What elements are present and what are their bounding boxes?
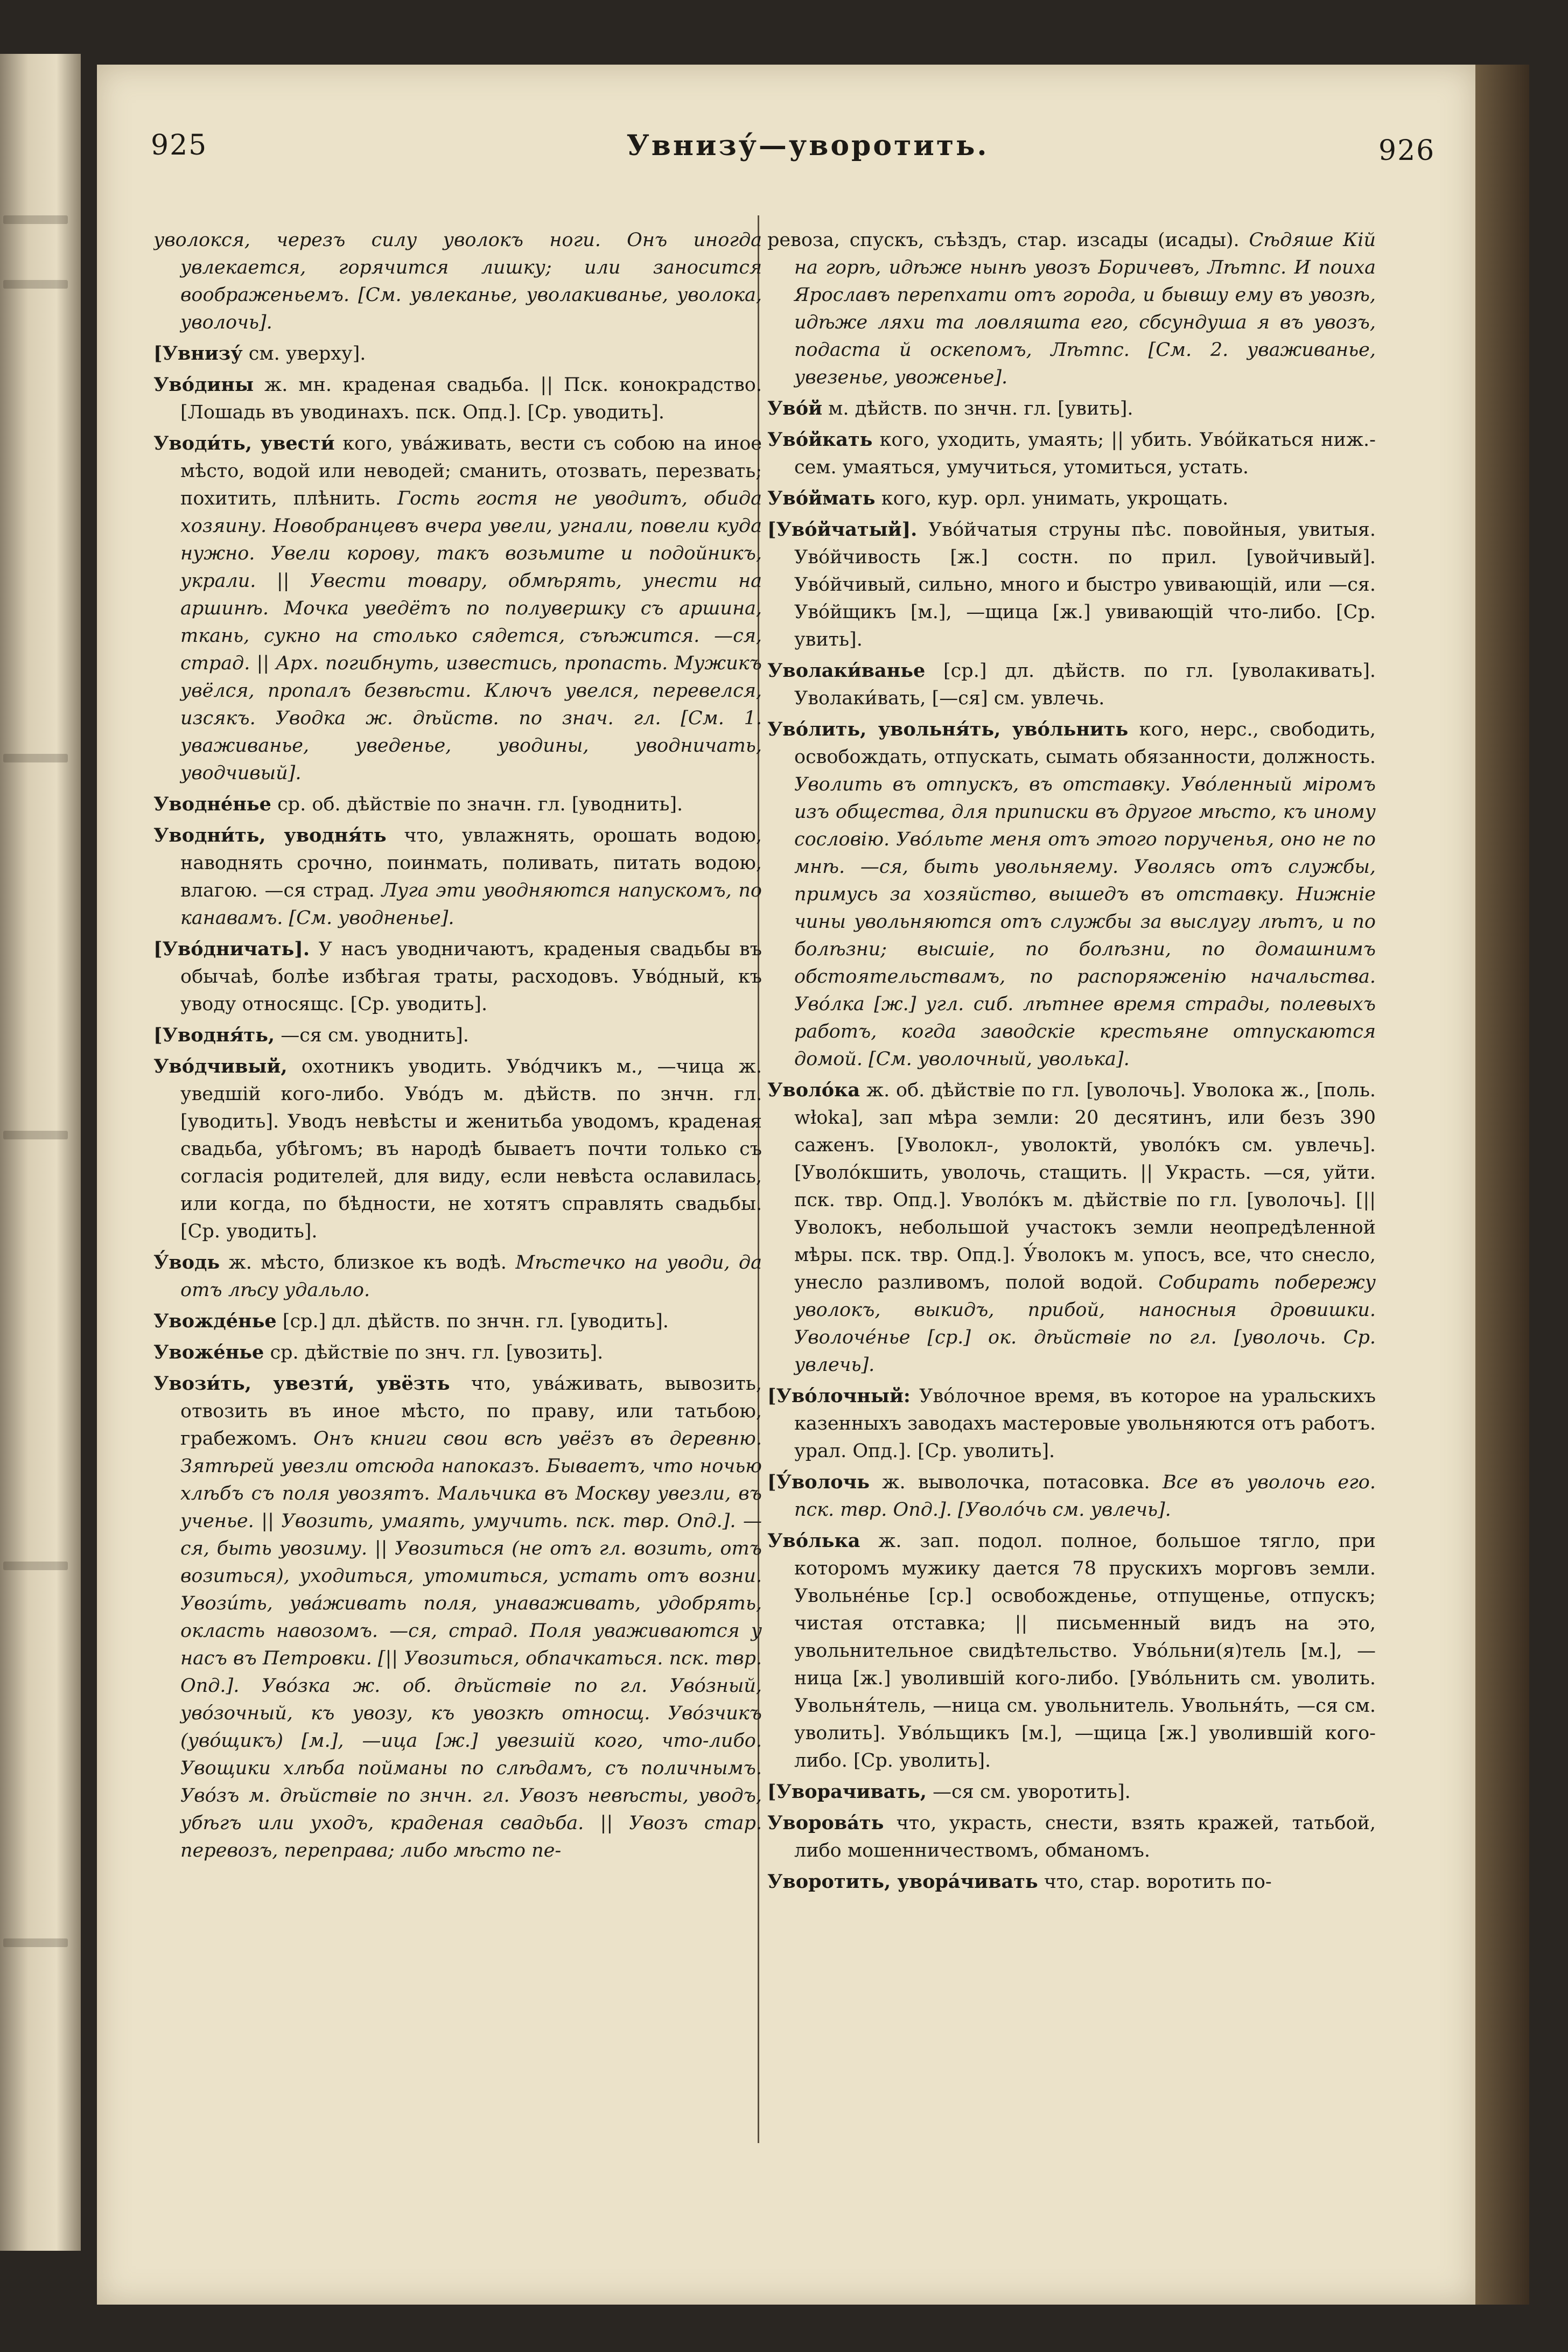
entry-headword: Уволаки́ванье: [767, 660, 926, 682]
entry-headword: Уво́лька: [767, 1530, 860, 1552]
entry-headword: Уводни́ть, уводня́ть: [153, 824, 387, 846]
dictionary-entry: [767, 1809, 1376, 1865]
entry-definition: кого, ува́живать, вести съ собою на иное мѣсто, водой или неводей; сманить, отозвать, перезвать; похитить, плѣнить.: [180, 433, 762, 509]
dictionary-entry: [767, 395, 1376, 423]
entry-headword: Уворотить, увора́чивать: [767, 1871, 1038, 1893]
left-column: [153, 226, 762, 2262]
dictionary-entry: [153, 430, 762, 787]
page-number-left: 925: [151, 129, 208, 162]
entry-example: Гость гостя не уводитъ, обида хозяину. Новобранцевъ вчера увели, угнали, повели куда нужно. Увели корову, такъ возьмите и подойникъ, украли. || Увести товару, обмѣрять, унести на аршинѣ. Мочка уведётъ по полувершку съ аршина, ткань, сукно на столько сядется, съѣжится. —ся, страд. || Арх. погибнуть, известись, пропасть. Мужикъ увёлся, пропалъ безвѣсти. Ключъ увелся, перевелся, изсякъ. Уводка ж. дѣйств. по знач. гл. [См. 1. уваживанье, уведенье, уводины, уводничать, уводчивый].: [180, 488, 762, 784]
entry-headword: Увожде́нье: [153, 1310, 277, 1332]
entry-definition: ср. дѣйствіе по знч. гл. [увозить].: [270, 1342, 604, 1363]
entry-definition: что, украсть, снести, взять кражей, татьбой, либо мошенничествомъ, обманомъ.: [794, 1812, 1376, 1861]
dictionary-entry: [153, 935, 762, 1018]
entry-headword: [Уво́лочный:: [767, 1385, 911, 1407]
dictionary-entry: [153, 1339, 762, 1367]
dictionary-entry: [767, 1868, 1376, 1896]
dictionary-entry: [153, 340, 762, 368]
dictionary-entry: [767, 1468, 1376, 1524]
dictionary-entry: [153, 790, 762, 818]
entry-headword: Уво́лить, увольня́ть, уво́льнить: [767, 718, 1129, 740]
entry-definition: кого, кур. орл. унимать, укрощать.: [881, 488, 1229, 509]
entry-headword: [Увнизу́: [153, 342, 243, 365]
entry-headword: Увоже́нье: [153, 1341, 264, 1363]
entry-headword: Уворова́ть: [767, 1812, 884, 1834]
ghost-text: [3, 1562, 68, 1570]
dictionary-entry: [767, 1382, 1376, 1465]
entry-headword: Уво́ймать: [767, 487, 876, 509]
left-page-edge: [0, 54, 81, 2251]
entry-headword: [Уво́йчатый].: [767, 519, 918, 541]
entry-headword: [Уворачивать,: [767, 1781, 927, 1803]
page-number-right: 926: [1378, 135, 1436, 167]
entry-example: Уволить въ отпускъ, въ отставку. Уво́ленный міромъ изъ общества, для приписки въ другое мѣсто, къ иному сословію. Уво́льте меня отъ этого порученья, оно не по мнѣ. —ся, быть увольняему. Уволясь отъ службы, примусь за хозяйство, вышедъ въ отставку. Нижніе чины увольняются отъ службы за выслугу лѣтъ, и по болѣзни; высшіе, по болѣзни, по домашнимъ обстоятельствамъ, по распоряженію начальства. Уво́лка [ж.] угл. сиб. лѣтнее время страды, полевыхъ работъ, когда заводскіе крестьяне отпускаются домой. [См. уволочный, уволька].: [794, 774, 1376, 1070]
entry-headword: Увози́ть, увезти́, увёзть: [153, 1373, 450, 1395]
entry-definition: ж. выволочка, потасовка.: [882, 1472, 1150, 1493]
dictionary-entry: [767, 485, 1376, 513]
entry-headword: [Уводня́ть,: [153, 1024, 275, 1046]
entry-definition: м. дѣйств. по знчн. гл. [увить].: [828, 398, 1133, 419]
ghost-text: [3, 215, 68, 224]
entry-headword: Уводи́ть, увести́: [153, 432, 335, 454]
entry-example: Собирать побережу уволокъ, выкидъ, прибой, наносныя дровишки. Уволоче́нье [ср.] ок. дѣйствіе по гл. [уволочь. Ср. увлечь].: [794, 1272, 1376, 1376]
dictionary-entry: [767, 657, 1376, 712]
dictionary-entry: [767, 1527, 1376, 1775]
entry-headword: Уволо́ка: [767, 1079, 860, 1101]
dictionary-entry: [153, 371, 762, 426]
dictionary-entry: [153, 822, 762, 932]
entry-definition: —ся см. уворотить].: [933, 1781, 1131, 1803]
entry-headword: [Уво́дничать].: [153, 938, 310, 960]
entry-definition: что, стар. воротить по-: [1044, 1871, 1272, 1893]
dictionary-entry: [153, 1307, 762, 1335]
entry-definition: что, ува́живать, вывозить, отвозить въ иное мѣсто, по праву, или татьбою, грабежомъ.: [180, 1373, 762, 1450]
entry-definition: [ср.] дл. дѣйств. по знчн. гл. [уводить].: [282, 1311, 669, 1332]
entry-definition: см. уверху].: [248, 343, 366, 365]
ghost-text: [3, 1131, 68, 1139]
dictionary-entry: [767, 516, 1376, 654]
entry-definition: ж. об. дѣйствіе по гл. [уволочь]. Уволока ж., [поль. włoka], зап мѣра земли: 20 десятинъ, или безъ 390 саженъ. [Уволокл-, уволоктй, уволо́къ см. увлечь]. [Уволо́кшить, уволочь, стащить. || Украсть. —ся, уйти. пск. твр. Опд.]. Уволо́къ м. дѣйствіе по гл. [уволочь]. [|| Уволокъ, небольшой участокъ земли неопредѣленной мѣры. пск. твр. Опд.]. У́волокъ м. упосъ, все, что снесло, унесло разливомъ, полой водой.: [794, 1080, 1376, 1293]
entry-headword: [У́волочь: [767, 1471, 870, 1493]
entry-definition: охотникъ уводить. Уво́дчикъ м., —чица ж. уведшій кого-либо. Уво́дъ м. дѣйств. по знчн. гл. [уводить]. Уводъ невѣсты и женитьба уводомъ, краденая свадьба, убѣгомъ; въ народѣ бываетъ почти только съ согласія родителей, для виду, если невѣста ославилась, или когда, по бѣдности, не хотятъ справлять свадьбы. [Ср. уводить].: [180, 1056, 762, 1242]
entry-definition: кого, нерс., свободить, освобождать, отпускать, сымать обязанности, должность.: [794, 719, 1376, 768]
entry-definition: [ср.] дл. дѣйств. по гл. [уволакивать]. Уволаки́вать, [—ся] см. увлечь.: [794, 660, 1376, 709]
dictionary-entry: [153, 226, 762, 337]
entry-definition: Уво́лочное время, въ которое на уральскихъ казенныхъ заводахъ мастеровые увольняются отъ работъ. урал. Опд.]. [Ср. уволить].: [794, 1385, 1376, 1462]
dictionary-entry: [153, 1249, 762, 1304]
entry-headword: У́водь: [153, 1251, 220, 1273]
dictionary-entry: [767, 1076, 1376, 1379]
ghost-text: [3, 280, 68, 289]
entry-definition: кого, уходить, умаять; || убить. Уво́йкаться ниж.-сем. умаяться, умучиться, утомиться, устать.: [794, 429, 1376, 478]
ghost-text: [3, 1938, 68, 1947]
entry-headword: Уво́йкать: [767, 429, 873, 451]
entry-definition: ревоза, спускъ, съѣздъ, стар. изсады (исады).: [767, 229, 1240, 251]
entry-example: Сѣдяше Кій на горѣ, идѣже нынѣ увозъ Боричевъ, Лѣтпс. И поиха Ярославъ перепхати отъ города, и бывшу ему въ увозѣ, идѣже ляхи та ловляшта его, сбсундуша я въ увозъ, подаста й оскепомъ, Лѣтпс. [См. 2. уваживанье, увезенье, увоженье].: [794, 229, 1376, 388]
entry-definition: —ся см. уводнить].: [281, 1025, 469, 1046]
ghost-text: [3, 754, 68, 762]
entry-example: Онъ книги свои всѣ увёзъ въ деревню. Зятѣрей увезли отсюда напоказъ. Бываетъ, что ночью хлѣбъ съ поля увозятъ. Мальчика въ Москву увезли, въ ученье. || Увозить, умаять, умучить. пск. твр. Опд.]. —ся, быть увозиму. || Увозиться (не отъ гл. возить, отъ возиться), уходиться, утомиться, устать отъ возни. Увози́ть, ува́живать поля, унаваживать, удобрять, окласть навозомъ. —ся, страд. Поля уваживаются у насъ въ Петровки. [|| Увозиться, обпачкаться. пск. твр. Опд.]. Уво́зка ж. об. дѣйствіе по гл. Уво́зный, уво́зочный, къ увозу, къ увозкѣ относщ. Уво́зчикъ (уво́щикъ) [м.], —ица [ж.] увезшій кого, что-либо. Увощики хлѣба пойманы по слѣдамъ, съ поличнымъ. Уво́зъ м. дѣйствіе по знчн. гл. Увозъ невѣсты, уводъ, убѣгъ или уходъ, краденая свадьба. || Увозъ стар. перевозъ, переправа; либо мѣсто пе-: [180, 1428, 762, 1861]
entry-example: уволокся, черезъ силу уволокъ ноги. Онъ иногда увлекается, горячится лишку; или заносится воображеньемъ. [См. увлеканье, уволакиванье, уволока, уволочь].: [153, 229, 762, 333]
entry-headword: Уво́дины: [153, 374, 254, 396]
dictionary-entry: [767, 716, 1376, 1073]
entry-definition: Уво́йчатыя струны пѣс. повойныя, увитыя. Уво́йчивость [ж.] состн. по прил. [увойчивый]. Уво́йчивый, сильно, много и быстро увивающій, или —ся. Уво́йщикъ [м.], —щица [ж.] увивающій что-либо. [Ср. увить].: [794, 519, 1376, 650]
entry-headword: Уво́дчивый,: [153, 1055, 288, 1077]
dictionary-entry: [153, 1370, 762, 1865]
entry-example: Мѣстечко на уводи, да отъ лѣсу удальло.: [180, 1252, 762, 1301]
dictionary-entry: [767, 426, 1376, 481]
entry-definition: ср. об. дѣйствіе по значн. гл. [уводнить].: [277, 794, 683, 815]
entry-definition: У насъ уводничаютъ, краденыя свадьбы въ обычаѣ, болѣе избѣгая траты, расходовъ. Уво́дный, къ уводу относящс. [Ср. уводить].: [180, 939, 762, 1015]
entry-headword: Уво́й: [767, 397, 823, 419]
running-head: Увнизу́—уворотить.: [626, 129, 989, 162]
entry-definition: ж. мѣсто, близкое къ водѣ.: [228, 1252, 507, 1273]
entry-headword: Уводне́нье: [153, 793, 271, 815]
dictionary-entry: [153, 1021, 762, 1049]
dictionary-entry: [767, 1778, 1376, 1806]
dictionary-entry: [767, 226, 1376, 391]
book-spine: [1475, 65, 1529, 2305]
entry-definition: ж. зап. подол. полное, большое тягло, при которомъ мужику дается 78 прускихъ морговъ земли. Увольне́нье [ср.] освобожденье, отпущенье, отпускъ; чистая отставка; || письменный видъ на это, увольнительное свидѣтельство. Уво́льни(я)тель [м.], —ница [ж.] уволившій кого-либо. [Уво́льнить см. уволить. Увольня́тель, —ница см. увольнитель. Увольня́ть, —ся см. уволить]. Уво́льщикъ [м.], —щица [ж.] уволившій кого-либо. [Ср. уволить].: [794, 1530, 1376, 1772]
entry-example: Луга эти уводняются напускомъ, по канавамъ. [См. уводненье].: [180, 880, 762, 929]
entry-definition: что, увлажнять, орошать водою, наводнять срочно, поинмать, поливать, питать водою, влагою. —ся страд.: [180, 825, 762, 901]
entry-definition: ж. мн. краденая свадьба. || Пск. конокрадство. [Лошадь въ уводинахъ. пск. Опд.]. [Ср. уводить].: [180, 374, 762, 423]
dictionary-entry: [153, 1053, 762, 1245]
right-column: [767, 226, 1376, 2262]
entry-example: Все въ уволочь его. пск. твр. Опд.]. [Уволо́чь см. увлечь].: [794, 1472, 1376, 1521]
